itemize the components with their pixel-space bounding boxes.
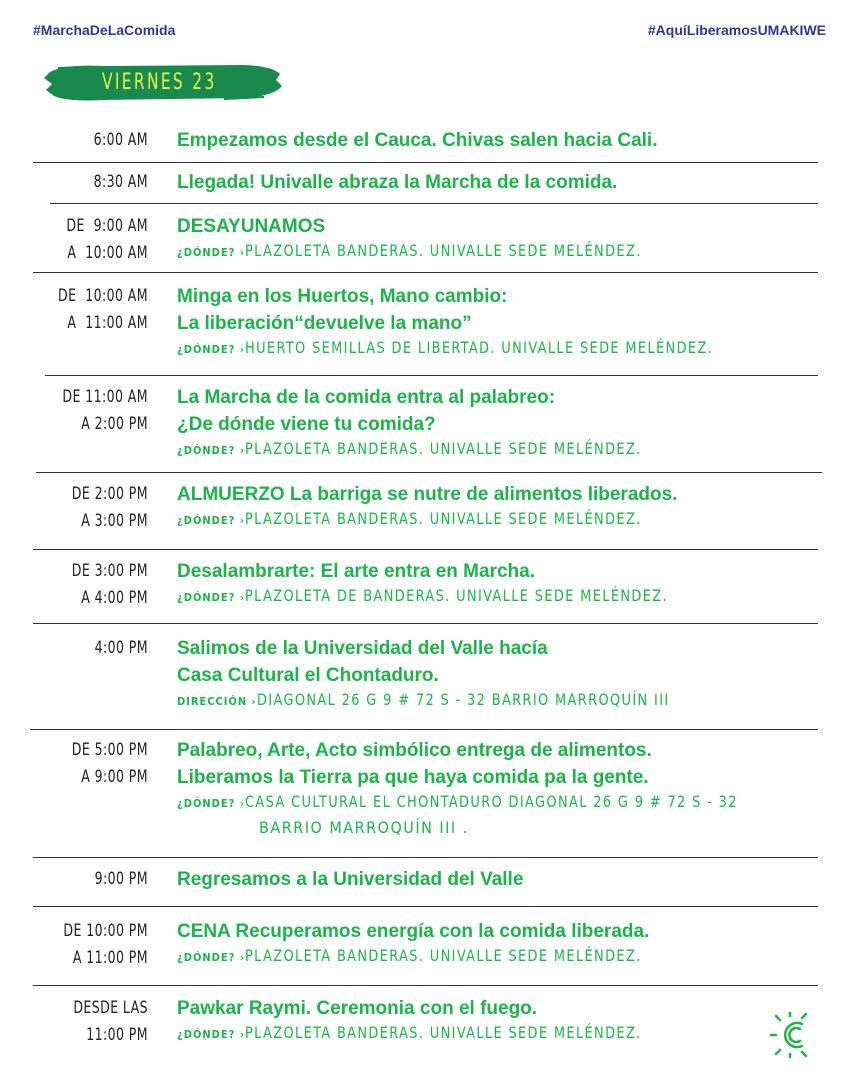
location-text: DIAGONAL 26 G 9 # 72 S - 32 BARRIO MARROQUÍN III: [256, 690, 670, 709]
location-text: PLAZOLETA BANDERAS. UNIVALLE SEDE MELÉNDEZ.: [244, 241, 642, 260]
sun-c-logo-icon: [770, 1012, 820, 1058]
event-location: [177, 335, 765, 363]
time-line: DE 3:00 PM: [71, 561, 148, 581]
where-label: ¿DÓNDE? ›: [177, 246, 245, 259]
separator-line: [33, 549, 818, 550]
time-line: A 2:00 PM: [81, 414, 148, 434]
event-time: [25, 866, 148, 893]
time-line: A 4:00 PM: [81, 588, 148, 608]
event-time: [25, 283, 148, 337]
time-line: DE 11:00 AM: [62, 387, 148, 407]
separator-line: [50, 203, 818, 204]
event-location: [177, 436, 686, 464]
separator-line: [45, 375, 818, 376]
separator-line: [33, 162, 818, 163]
where-label: ¿DÓNDE? ›: [177, 343, 245, 356]
event-title: Palabreo, Arte, Acto simbólico entrega de alimentos.: [177, 740, 652, 761]
event-title: Empezamos desde el Cauca. Chivas salen hacia Cali.: [177, 130, 658, 151]
where-label: ¿DÓNDE? ›: [177, 1028, 245, 1041]
separator-line: [36, 472, 822, 473]
event-title: Llegada! Univalle abraza la Marcha de la comida.: [177, 172, 618, 193]
time-line: A 10:00 AM: [67, 243, 148, 263]
time-line: DE 10:00 PM: [63, 921, 148, 941]
event-title: Minga en los Huertos, Mano cambio:: [177, 286, 508, 307]
event-time: [25, 995, 148, 1049]
time-line: A 9:00 PM: [81, 767, 148, 787]
time-line: DE 2:00 PM: [71, 484, 148, 504]
separator-line: [33, 272, 818, 273]
time-line: A 11:00 AM: [67, 313, 148, 333]
time-line: 4:00 PM: [94, 638, 148, 658]
event-time: [25, 481, 148, 535]
time-line: 11:00 PM: [86, 1025, 148, 1045]
location-text: CASA CULTURAL EL CHONTADURO DIAGONAL 26 G 9 # 72 S - 32: [244, 792, 738, 811]
event-time: [25, 635, 148, 662]
where-label: ¿DÓNDE? ›: [177, 444, 245, 457]
separator-line: [33, 906, 818, 907]
where-label: ¿DÓNDE? ›: [177, 591, 245, 604]
event-title: CENA Recuperamos energía con la comida liberada.: [177, 921, 650, 942]
event-time: [25, 918, 148, 972]
separator-line: [33, 623, 818, 624]
event-title: Salimos de la Universidad del Valle hacía: [177, 638, 548, 659]
event-title: DESAYUNAMOS: [177, 216, 326, 237]
direction-label: DIRECCIÓN ›: [177, 695, 257, 708]
event-title: La liberación“devuelve la mano”: [177, 313, 472, 334]
event-location: [177, 789, 792, 817]
event-location: [177, 238, 686, 266]
event-title: Regresamos a la Universidad del Valle: [177, 869, 524, 890]
location-text: PLAZOLETA BANDERAS. UNIVALLE SEDE MELÉNDEZ.: [244, 509, 642, 528]
separator-line: [33, 985, 818, 986]
event-title: ¿De dónde viene tu comida?: [177, 414, 436, 435]
location-text: PLAZOLETA BANDERAS. UNIVALLE SEDE MELÉNDEZ.: [244, 946, 642, 965]
event-time: [25, 384, 148, 438]
day-label: VIERNES 23: [102, 70, 217, 95]
event-time: [25, 169, 148, 196]
hashtag-marcha: #MarchaDeLaComida: [33, 22, 176, 38]
event-title: ALMUERZO La barriga se nutre de alimentos liberados.: [177, 484, 678, 505]
location-text: PLAZOLETA DE BANDERAS. UNIVALLE SEDE MELÉNDEZ.: [244, 586, 668, 605]
time-line: 8:30 AM: [93, 172, 148, 192]
hashtag-liberamos: #AquíLiberamosUMAKIWE: [647, 22, 826, 38]
location-text: PLAZOLETA BANDERAS. UNIVALLE SEDE MELÉNDEZ.: [244, 439, 642, 458]
time-line: 6:00 AM: [93, 130, 148, 150]
event-time: [25, 558, 148, 612]
time-line: 9:00 PM: [94, 869, 148, 889]
event-title: Liberamos la Tierra pa que haya comida pa la gente.: [177, 767, 649, 788]
time-line: A 11:00 PM: [72, 948, 148, 968]
event-title: Casa Cultural el Chontaduro.: [177, 665, 439, 686]
event-time: [25, 127, 148, 154]
time-line: DE 10:00 AM: [58, 286, 148, 306]
separator-line: [30, 729, 818, 730]
event-location: [177, 1020, 686, 1048]
event-location: [177, 943, 686, 971]
time-line: DE 9:00 AM: [66, 216, 148, 236]
event-title: Pawkar Raymi. Ceremonia con el fuego.: [177, 998, 538, 1019]
event-title: La Marcha de la comida entra al palabreo:: [177, 387, 556, 408]
event-address: [177, 687, 715, 715]
time-line: DE 5:00 PM: [71, 740, 148, 760]
time-line: A 3:00 PM: [81, 511, 148, 531]
event-time: [25, 737, 148, 791]
event-title: Desalambrarte: El arte entra en Marcha.: [177, 561, 535, 582]
day-banner: [44, 62, 284, 104]
where-label: ¿DÓNDE? ›: [177, 797, 245, 810]
separator-line: [33, 857, 818, 858]
location-text: HUERTO SEMILLAS DE LIBERTAD. UNIVALLE SEDE MELÉNDEZ.: [244, 338, 714, 357]
event-location: [177, 506, 686, 534]
where-label: ¿DÓNDE? ›: [177, 951, 245, 964]
event-location: [177, 583, 715, 611]
time-line: DESDE LAS: [73, 998, 148, 1018]
where-label: ¿DÓNDE? ›: [177, 514, 245, 527]
location-continuation: BARRIO MARROQUÍN III .: [259, 818, 469, 837]
location-text: PLAZOLETA BANDERAS. UNIVALLE SEDE MELÉNDEZ.: [244, 1023, 642, 1042]
event-time: [25, 213, 148, 267]
